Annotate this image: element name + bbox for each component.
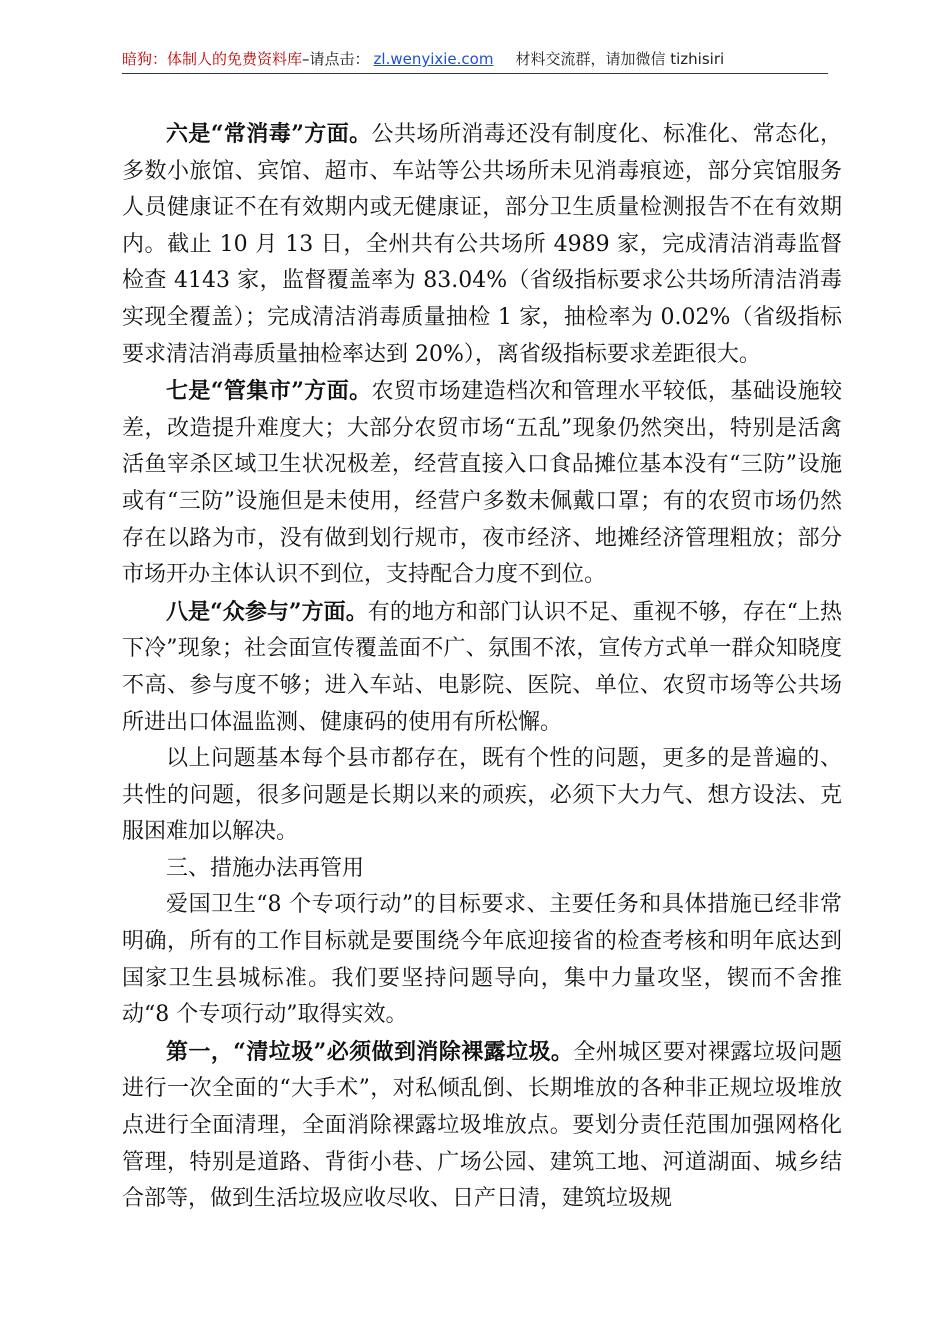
header-click-prompt: –请点击： bbox=[302, 50, 370, 68]
section-heading-text: 三、措施办法再管用 bbox=[166, 855, 365, 881]
section-heading bbox=[122, 851, 842, 888]
paragraph-text: 农贸市场建造档次和管理水平较低，基础设施较差，改造提升难度大；大部分农贸市场“五乱”现象仍然突出，特别是活禽活鱼宰杀区域卫生状况极差，经营直接入口食品摊位基本没有“三防”设施或有“三防”设施但是未使用，经营户多数未佩戴口罩；有的农贸市场仍然存在以路为市，没有做到划行规市，夜市经济、地摊经济管理粗放；部分市场开办主体认识不到位，支持配合力度不到位。 bbox=[122, 379, 842, 588]
paragraph-heading: 七是“管集市”方面。 bbox=[166, 378, 372, 405]
paragraph bbox=[122, 116, 842, 373]
paragraph-heading: 六是“常消毒”方面。 bbox=[166, 121, 372, 147]
header-group-note: 材料交流群，请加微信 tizhisiri bbox=[515, 50, 725, 68]
paragraph bbox=[122, 1034, 842, 1218]
page-header bbox=[122, 46, 828, 72]
paragraph bbox=[122, 741, 842, 851]
paragraph-text: 有的地方和部门认识不足、重视不够，存在“上热下冷”现象；社会面宣传覆盖面不广、氛围不浓，宣传方式单一群众知晓度不高、参与度不够；进入车站、电影院、医院、单位、农贸市场等公共场所进出口体温监测、健康码的使用有所松懈。 bbox=[122, 599, 843, 735]
paragraph-heading: 第一，“清垃圾”必须做到消除裸露垃圾。 bbox=[166, 1038, 574, 1065]
paragraph-heading: 八是“众参与”方面。 bbox=[166, 598, 368, 625]
header-divider bbox=[122, 73, 828, 74]
paragraph-text: 爱国卫生“8 个专项行动”的目标要求、主要任务和具体措施已经非常明确，所有的工作目标就是要围绕今年底迎接省的检查考核和明年底达到国家卫生县城标准。我们要坚持问题导向，集中力量攻坚，锲而不舍推动“8 个专项行动”取得实效。 bbox=[122, 892, 842, 1028]
paragraph bbox=[122, 373, 842, 594]
header-url-link[interactable]: zl.wenyixie.com bbox=[373, 50, 494, 68]
paragraph-text: 全州城区要对裸露垃圾问题进行一次全面的“大手术”，对私倾乱倒、长期堆放的各种非正规垃圾堆放点进行全面清理，全面消除裸露垃圾堆放点。要划分责任范围加强网格化管理，特别是道路、背街小巷、广场公园、建筑工地、河道湖面、城乡结合部等，做到生活垃圾应收尽收、日产日清，建筑垃圾规 bbox=[122, 1039, 842, 1212]
paragraph-text: 以上问题基本每个县市都存在，既有个性的问题，更多的是普遍的、共性的问题，很多问题是长期以来的顽疾，必须下大力气、想方设法、克服困难加以解决。 bbox=[122, 746, 842, 845]
paragraph bbox=[122, 594, 842, 741]
document-body bbox=[122, 116, 842, 1218]
paragraph-text: 公共场所消毒还没有制度化、标准化、常态化，多数小旅馆、宾馆、超市、车站等公共场所未见消毒痕迹，部分宾馆服务人员健康证不在有效期内或无健康证，部分卫生质量检测报告不在有效期内。截止 10 月 13 日，全州共有公共场所 4989 家，完成清洁消毒监督检查 4143 家，监督覆盖率为 83.04%（省级指标要求公共场所清洁消毒实现全覆盖）；完成清洁消毒质量抽检 1 家，抽检率为 0.02%（省级指标要求清洁消毒质量抽检率达到 20%），离省级指标要求差距很大。 bbox=[122, 122, 842, 367]
header-brand: 暗狗：体制人的免费资料库 bbox=[122, 50, 303, 68]
paragraph bbox=[122, 887, 842, 1033]
